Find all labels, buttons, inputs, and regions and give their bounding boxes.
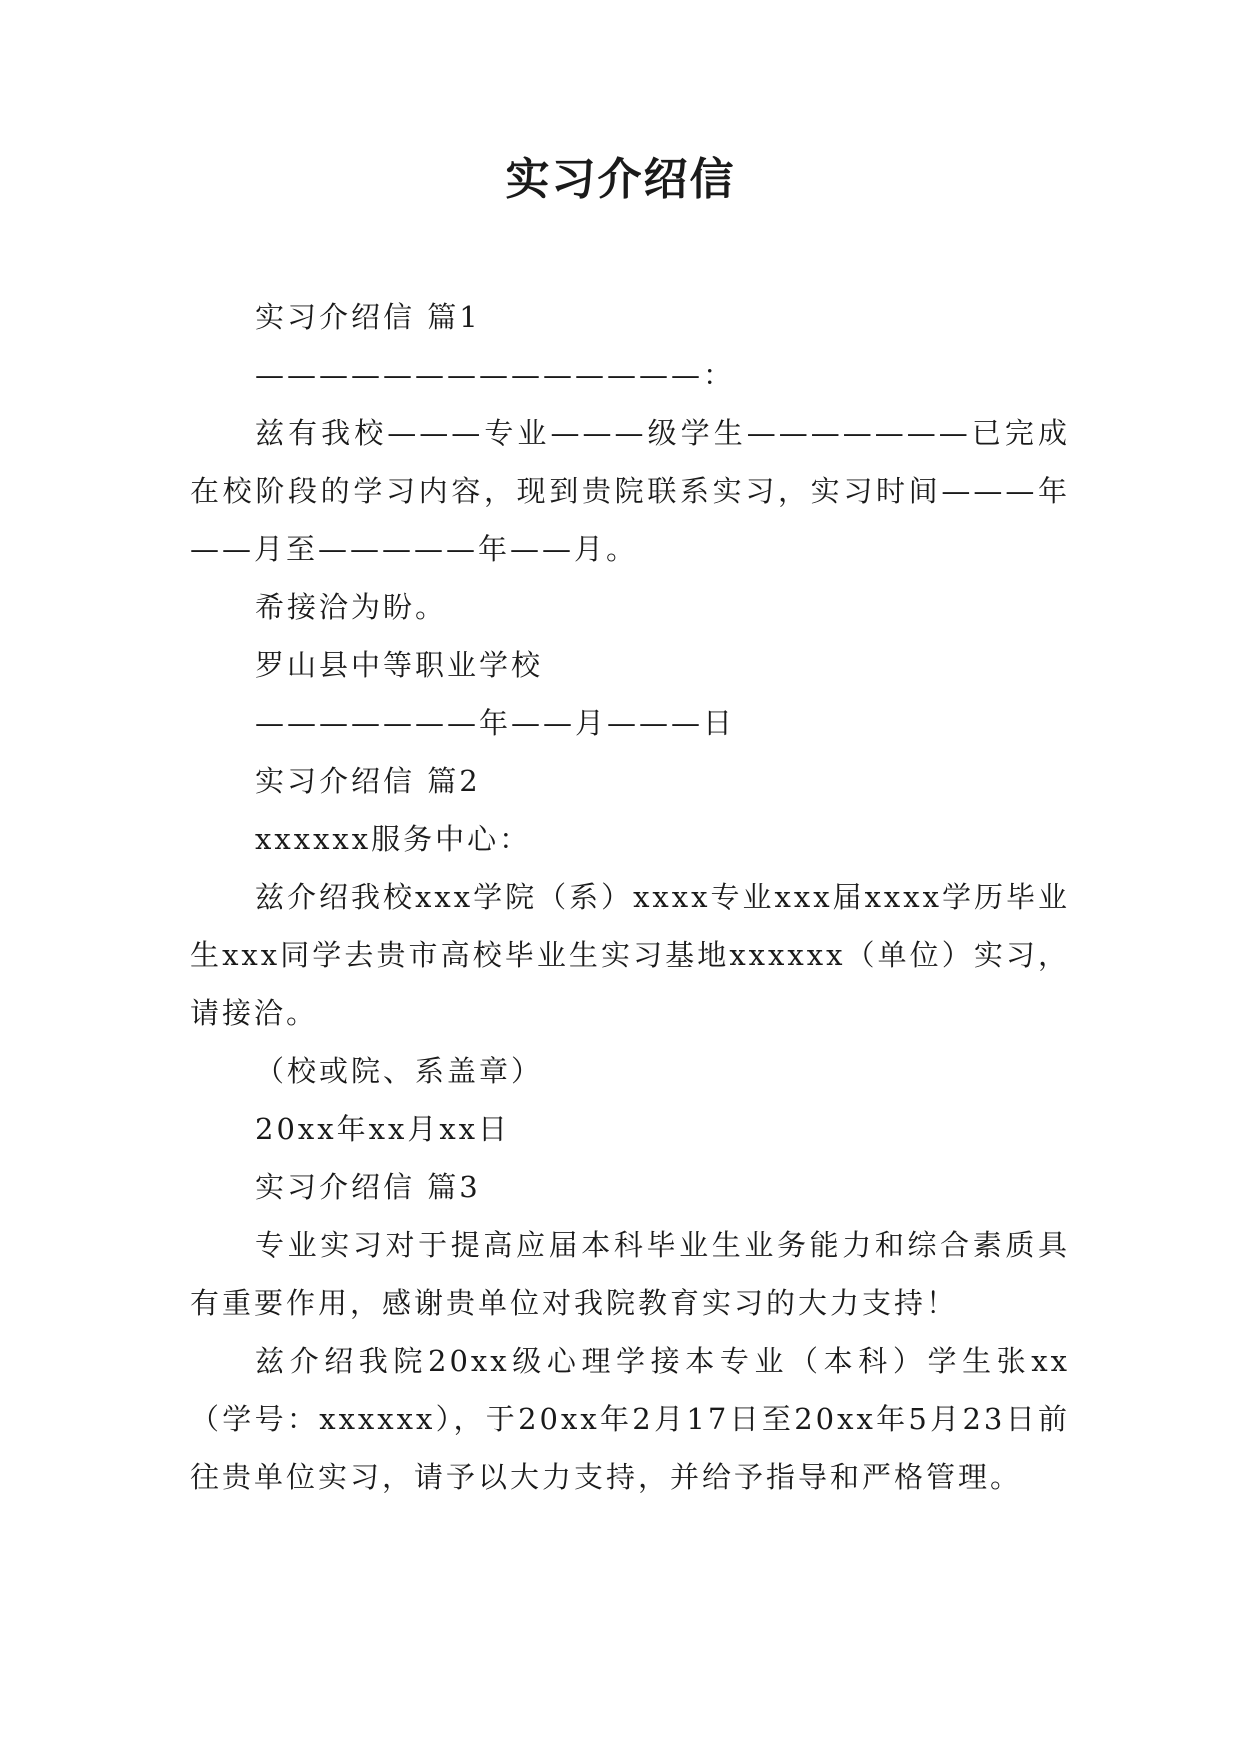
document-title: 实习介绍信: [505, 154, 736, 205]
letter-1-issuer: 罗山县中等职业学校: [255, 648, 544, 682]
section-heading-1: 实习介绍信 篇1: [255, 300, 481, 334]
letter-2-date: 20xx年xx月xx日: [255, 1112, 511, 1146]
section-heading-2: 实习介绍信 篇2: [255, 764, 481, 798]
letter-1-closing: 希接洽为盼。: [255, 590, 448, 624]
letter-2-body: 兹介绍我校xxx学院（系）xxxx专业xxx届xxxx学历毕业生xxx同学去贵市高校毕业生实习基地xxxxxx（单位）实习，请接洽。: [190, 880, 1070, 1030]
section-heading-3: 实习介绍信 篇3: [255, 1170, 481, 1204]
letter-3-body: 兹介绍我院20xx级心理学接本专业（本科）学生张xx（学号：xxxxxx），于20xx年2月17日至20xx年5月23日前往贵单位实习，请予以大力支持，并给予指导和严格管理。: [190, 1344, 1070, 1494]
letter-3-intro: 专业实习对于提高应届本科毕业生业务能力和综合素质具有重要作用，感谢贵单位对我院教育实习的大力支持！: [190, 1228, 1070, 1320]
letter-2-seal-note: （校或院、系盖章）: [255, 1054, 544, 1088]
salutation-line: ——————————————：: [255, 358, 736, 392]
document-body: [190, 288, 1070, 1506]
letter-2-salutation: xxxxxx服务中心：: [255, 822, 532, 856]
letter-1-date: ———————年——月———日: [255, 706, 736, 740]
letter-1-body: 兹有我校———专业———级学生———————已完成在校阶段的学习内容，现到贵院联系实习，实习时间———年——月至—————年——月。: [190, 416, 1070, 566]
